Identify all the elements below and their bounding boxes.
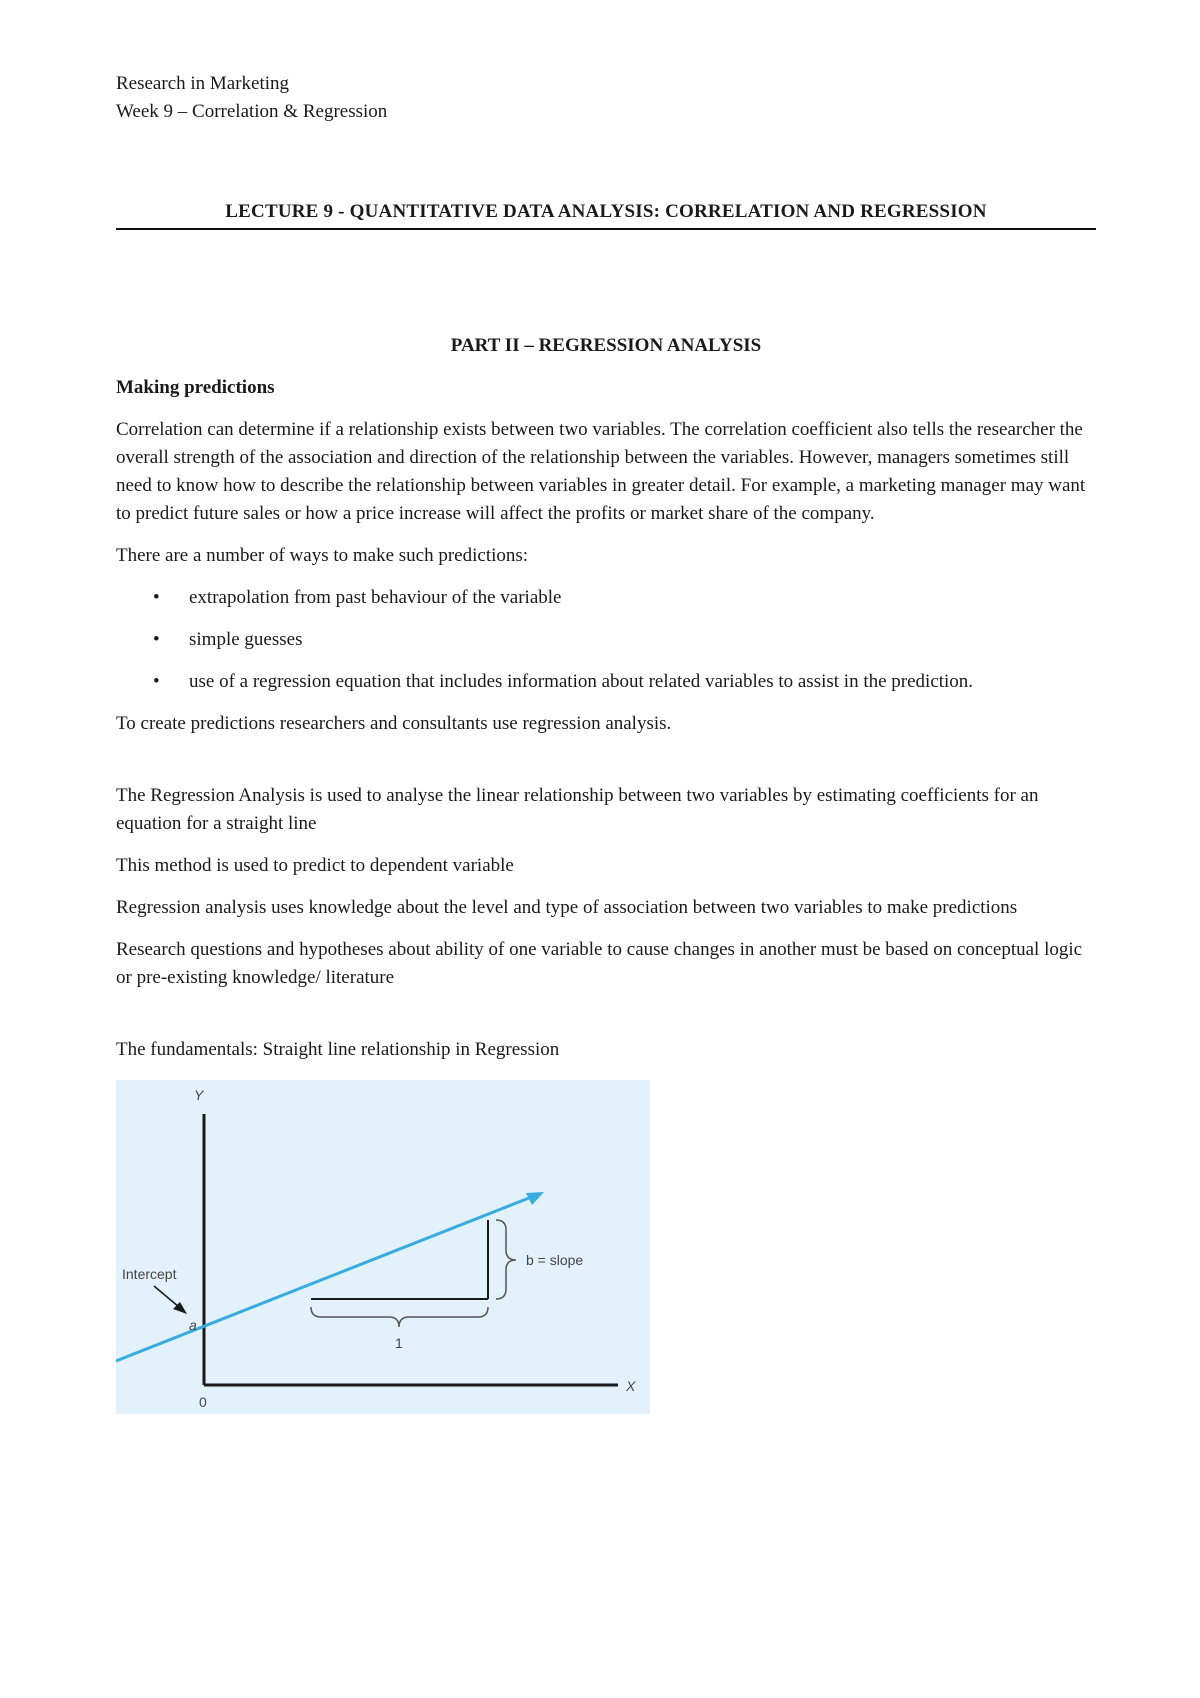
list-item — [116, 668, 1096, 696]
list-item-text: use of a regression equation that includes information about related variables to assist in the prediction. — [189, 671, 974, 692]
intro-paragraph: Correlation can determine if a relationship exists between two variables. The correlation coefficient also tells the researcher the overall strength of the association and direction of the relationship between the variables. However, managers sometimes still need to know how to describe the relationship between variables in greater detail. For example, a marketing manager may want to predict future sales or how a price increase will affect the profits or market share of the company. — [116, 419, 1086, 524]
fundamentals-caption: The fundamentals: Straight line relationship in Regression — [116, 1039, 560, 1060]
document-body — [116, 70, 1096, 1423]
origin-label: 0 — [199, 1394, 207, 1410]
ways-intro: There are a number of ways to make such predictions: — [116, 545, 529, 566]
regression-definition: The Regression Analysis is used to analyse the linear relationship between two variables by estimating coefficients for an equation for a straight line — [116, 785, 1039, 834]
intercept-a-label: a — [189, 1317, 197, 1333]
method-use-paragraph: This method is used to predict to dependent variable — [116, 855, 514, 876]
header-week: Week 9 – Correlation & Regression — [116, 101, 388, 122]
to-create-paragraph: To create predictions researchers and consultants use regression analysis. — [116, 713, 672, 734]
bullet-icon: • — [153, 671, 160, 692]
slope-label: b = slope — [526, 1252, 584, 1268]
regression-line-diagram — [116, 1080, 650, 1414]
prediction-methods-list — [116, 584, 1096, 696]
run-label: 1 — [395, 1335, 403, 1351]
bullet-icon: • — [153, 587, 160, 608]
part-title: PART II – REGRESSION ANALYSIS — [450, 335, 762, 356]
list-item — [116, 626, 1096, 654]
diagram-background — [116, 1080, 650, 1414]
research-questions-paragraph: Research questions and hypotheses about ability of one variable to cause changes in another must be based on conceptual logic or pre-existing knowledge/ literature — [116, 939, 1083, 988]
bullet-icon: • — [153, 629, 160, 650]
section-heading: Making predictions — [116, 377, 275, 398]
x-axis-label: X — [626, 1378, 636, 1394]
list-item-text: simple guesses — [189, 629, 303, 650]
lecture-title: LECTURE 9 - QUANTITATIVE DATA ANALYSIS: CORRELATION AND REGRESSION — [116, 198, 1096, 230]
y-axis-label: Y — [194, 1087, 204, 1103]
header-course: Research in Marketing — [116, 73, 290, 94]
intercept-label: Intercept — [122, 1266, 177, 1282]
list-item — [116, 584, 1096, 612]
knowledge-paragraph: Regression analysis uses knowledge about the level and type of association between two variables to make predictions — [116, 897, 1018, 918]
list-item-text: extrapolation from past behaviour of the variable — [189, 587, 562, 608]
